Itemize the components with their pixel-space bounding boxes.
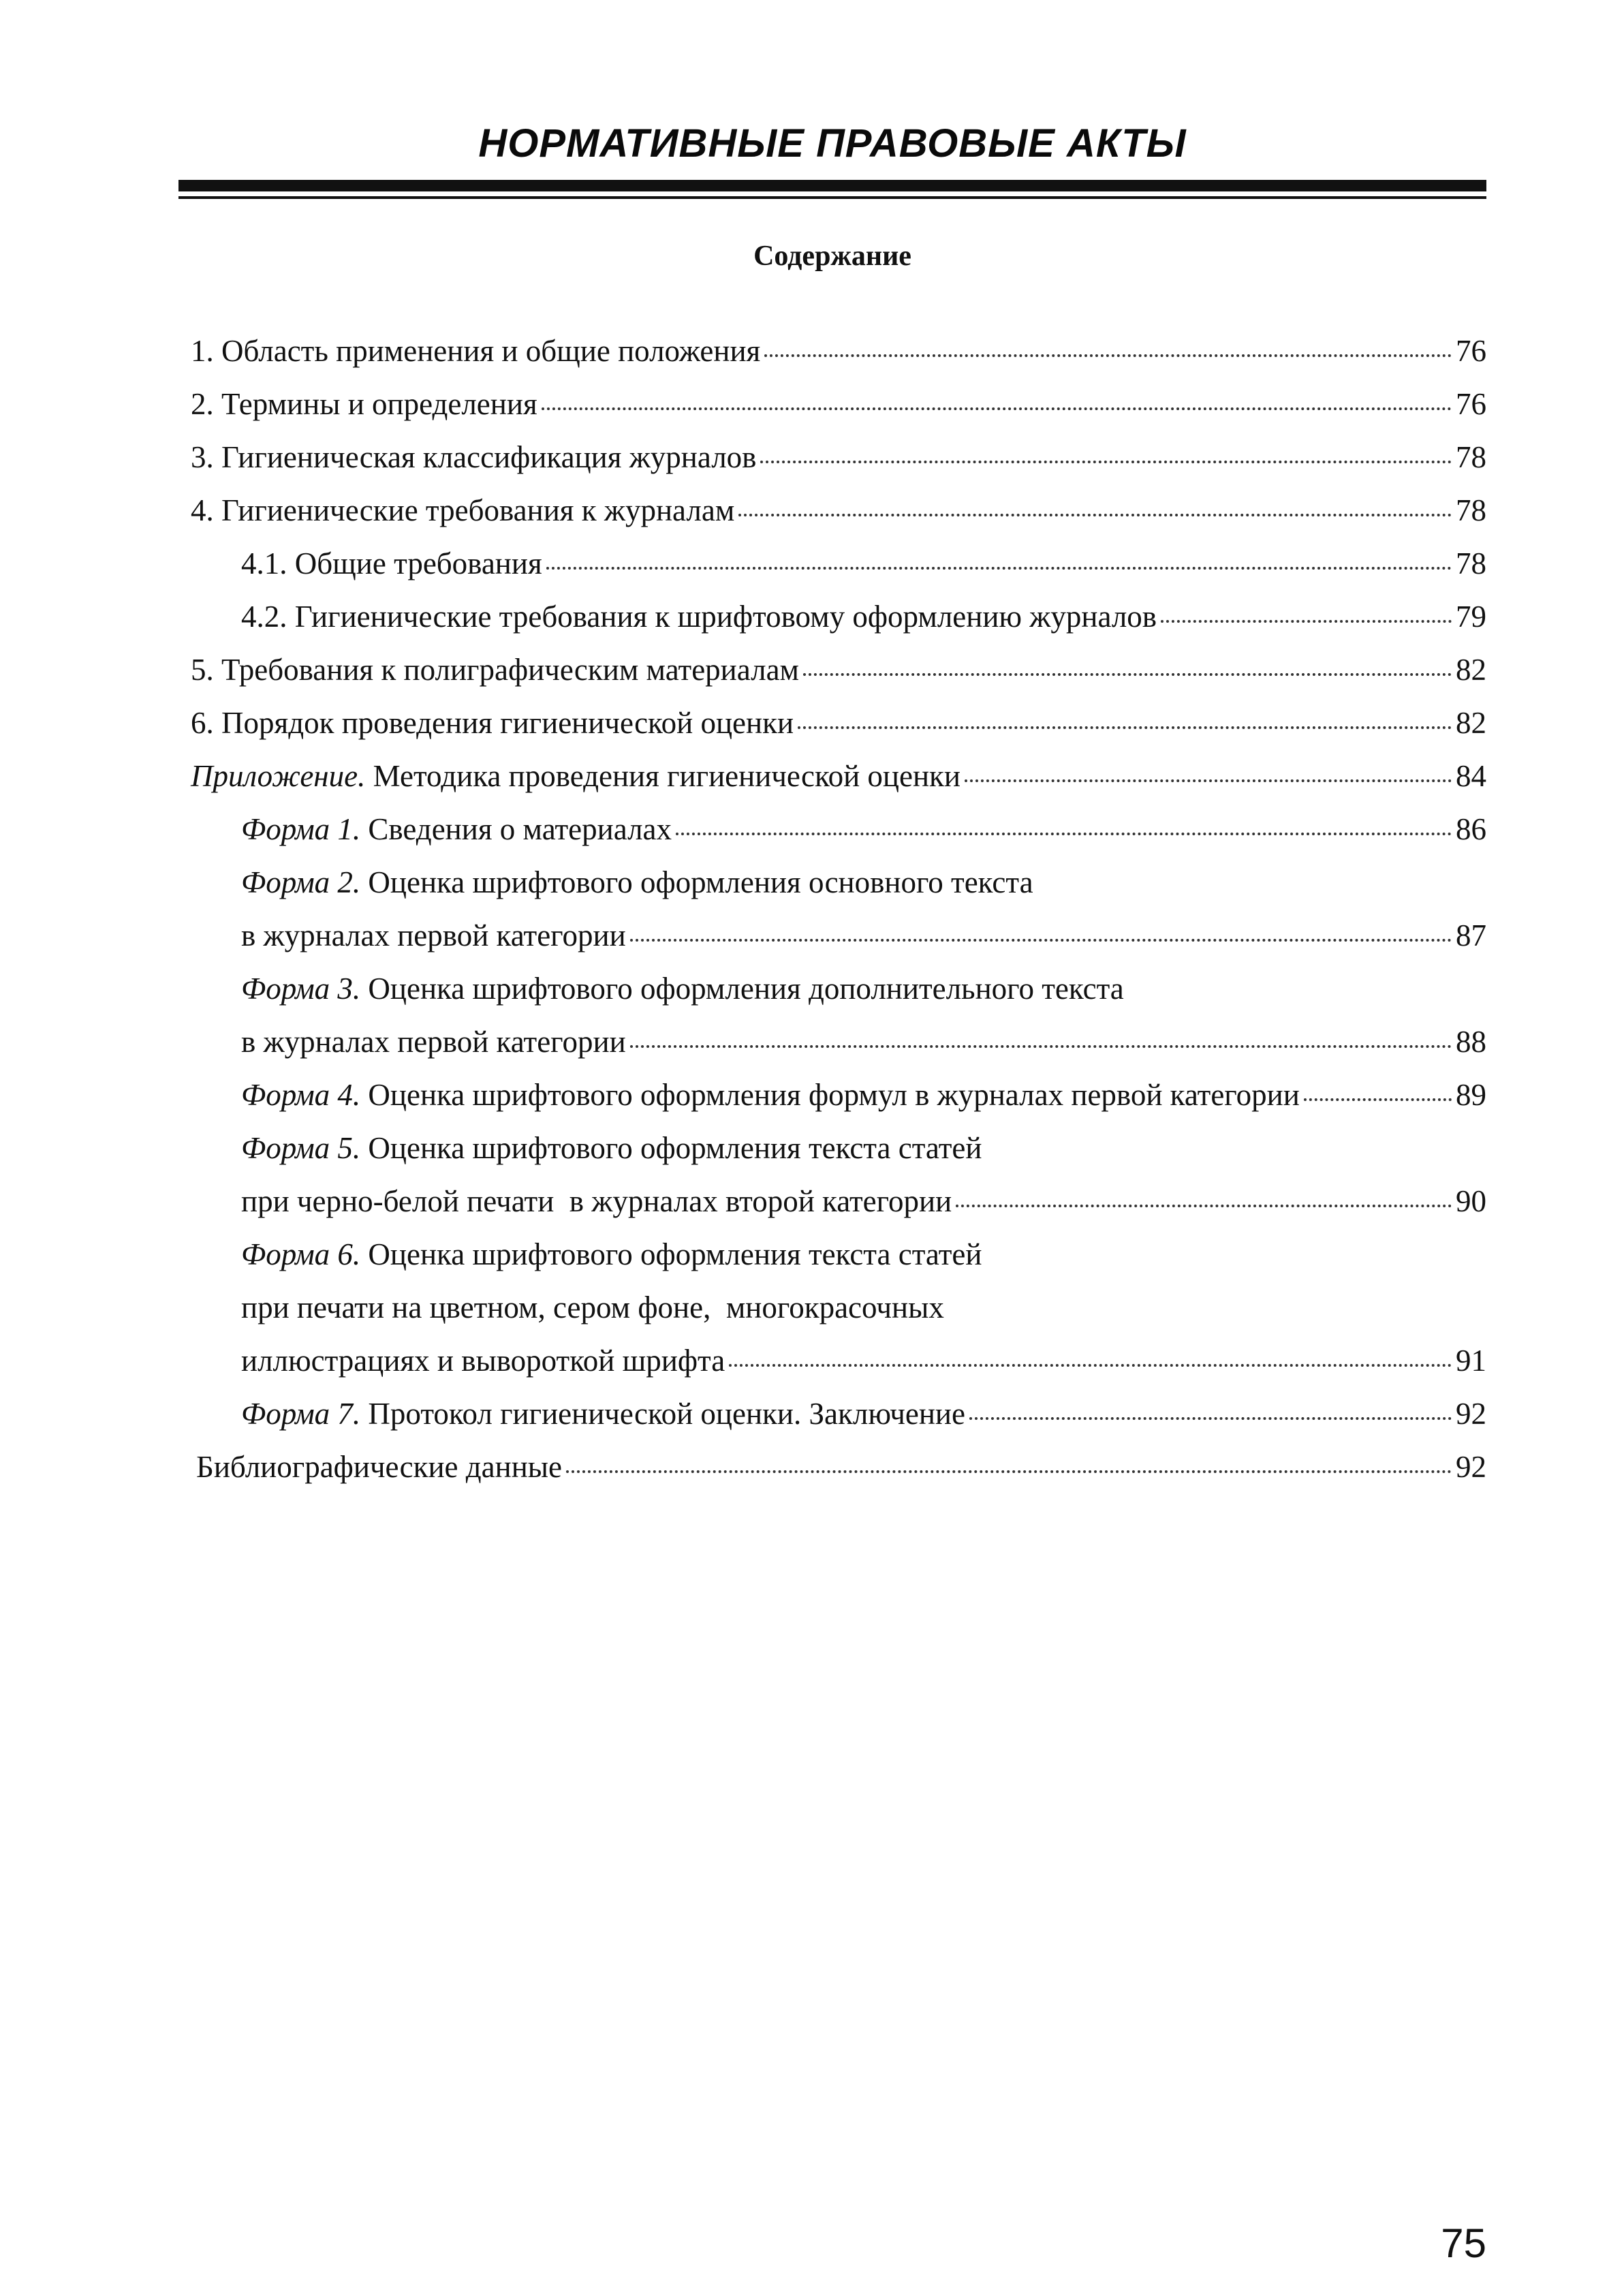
toc-entry-page: 82 (1456, 653, 1486, 687)
dot-leader (965, 779, 1452, 782)
toc-entry[interactable] (178, 431, 1486, 484)
toc-entry-continuation[interactable] (178, 1015, 1486, 1068)
toc-entry-prefix: Форма 6. (241, 1237, 361, 1271)
toc-entry-text: Библиографические данные (196, 1450, 563, 1484)
toc-entry-page: 78 (1456, 440, 1486, 474)
dot-leader (1161, 620, 1452, 623)
toc-entry-page: 76 (1456, 387, 1486, 421)
toc-entry-page: 88 (1456, 1025, 1486, 1059)
toc-entry-page: 84 (1456, 759, 1486, 793)
dot-leader (803, 673, 1452, 676)
header-rule-thick (178, 180, 1486, 191)
toc-entry-form[interactable] (178, 1387, 1486, 1440)
toc-heading: Содержание (753, 241, 911, 272)
toc-entry-text: в журналах первой категории (241, 1025, 626, 1059)
toc-entry[interactable] (178, 324, 1486, 377)
dot-leader (542, 407, 1452, 410)
toc-entry-prefix: Форма 7. (241, 1397, 361, 1431)
toc-entry-text: Методика проведения гигиенической оценки (365, 759, 961, 793)
toc-entry-form[interactable] (178, 1068, 1486, 1121)
dot-leader (630, 939, 1452, 942)
toc-entry-form[interactable] (178, 803, 1486, 856)
toc-entry-text: Оценка шрифтового оформления текста статей (360, 1131, 982, 1165)
dot-leader (764, 354, 1452, 357)
toc-entry-text: Оценка шрифтового оформления основного текста (360, 865, 1033, 899)
dot-leader (676, 833, 1452, 835)
toc-entry-form[interactable] (178, 1121, 1486, 1175)
toc-entry-prefix: Приложение. (191, 759, 366, 793)
toc-entry-text: 3. Гигиеническая классификация журналов (191, 440, 757, 474)
toc-entry-page: 82 (1456, 706, 1486, 740)
toc-entry-text: Оценка шрифтового оформления формул в журналах первой категории (360, 1078, 1300, 1112)
toc-subentry[interactable] (178, 537, 1486, 590)
toc-entry-page: 87 (1456, 918, 1486, 952)
toc-entry-continuation[interactable] (178, 1175, 1486, 1228)
toc-entry[interactable] (178, 377, 1486, 431)
toc-entry-page: 76 (1456, 334, 1486, 368)
toc-entry-continuation[interactable] (178, 1281, 1486, 1334)
toc-entry-form[interactable] (178, 856, 1486, 909)
toc-entry-page: 86 (1456, 812, 1486, 846)
toc-entry-text: 2. Термины и определения (191, 387, 537, 421)
dot-leader (798, 726, 1452, 729)
toc-entry-text: 1. Область применения и общие положения (191, 334, 761, 368)
toc-entry-page: 90 (1456, 1184, 1486, 1218)
toc-entry-text: 4.2. Гигиенические требования к шрифтовому оформлению журналов (241, 600, 1157, 634)
toc-entry-continuation[interactable] (178, 1334, 1486, 1387)
toc-entry-text: 4.1. Общие требования (241, 546, 542, 580)
dot-leader (956, 1205, 1452, 1207)
toc-entry-prefix: Форма 1. (241, 812, 361, 846)
toc-entry-bibliography[interactable] (178, 1440, 1486, 1493)
dot-leader (546, 567, 1452, 570)
toc-entry[interactable] (178, 643, 1486, 696)
toc-entry-page: 78 (1456, 493, 1486, 527)
toc-entry-text: Протокол гигиенической оценки. Заключение (360, 1397, 965, 1431)
toc-entry-text: в журналах первой категории (241, 918, 626, 952)
toc-subentry[interactable] (178, 590, 1486, 643)
dot-leader (1304, 1098, 1452, 1101)
toc-entry-text: Сведения о материалах (360, 812, 672, 846)
toc-entry-prefix: Форма 5. (241, 1131, 361, 1165)
section-header-title: НОРМАТИВНЫЕ ПРАВОВЫЕ АКТЫ (478, 121, 1187, 166)
toc-entry[interactable] (178, 484, 1486, 537)
toc-entry-text: 5. Требования к полиграфическим материалам (191, 653, 800, 687)
toc-entry[interactable] (178, 696, 1486, 749)
toc-entry-text: иллюстрациях и вывороткой шрифта (241, 1344, 725, 1378)
toc-entry-page: 79 (1456, 600, 1486, 634)
toc-entry-continuation[interactable] (178, 909, 1486, 962)
dot-leader (566, 1470, 1452, 1473)
header-rule-thin (178, 196, 1486, 199)
toc-entry-text: Оценка шрифтового оформления дополнительного текста (360, 972, 1124, 1006)
dot-leader (729, 1364, 1452, 1367)
toc-entry-form[interactable] (178, 1228, 1486, 1281)
dot-leader (738, 514, 1452, 516)
toc-entry-page: 89 (1456, 1078, 1486, 1112)
toc-entry-text: при черно-белой печати в журналах второй категории (241, 1184, 952, 1218)
toc-entry-page: 78 (1456, 546, 1486, 580)
toc-entry-appendix[interactable] (178, 749, 1486, 803)
page-number: 75 (1441, 2220, 1486, 2266)
toc-entry-text: 4. Гигиенические требования к журналам (191, 493, 735, 527)
toc-entry-page: 92 (1456, 1450, 1486, 1484)
toc-entry-prefix: Форма 3. (241, 972, 361, 1006)
toc-entry-text: Оценка шрифтового оформления текста статей (360, 1237, 982, 1271)
toc-entry-page: 92 (1456, 1397, 1486, 1431)
toc-entry-text: при печати на цветном, сером фоне, многокрасочных (241, 1290, 944, 1324)
toc-entry-text: 6. Порядок проведения гигиенической оценки (191, 706, 794, 740)
toc-entry-form[interactable] (178, 962, 1486, 1015)
toc-entry-page: 91 (1456, 1344, 1486, 1378)
dot-leader (630, 1045, 1452, 1048)
dot-leader (760, 461, 1452, 463)
toc-entry-prefix: Форма 2. (241, 865, 361, 899)
table-of-contents (178, 324, 1486, 1493)
toc-entry-prefix: Форма 4. (241, 1078, 361, 1112)
dot-leader (969, 1417, 1452, 1420)
